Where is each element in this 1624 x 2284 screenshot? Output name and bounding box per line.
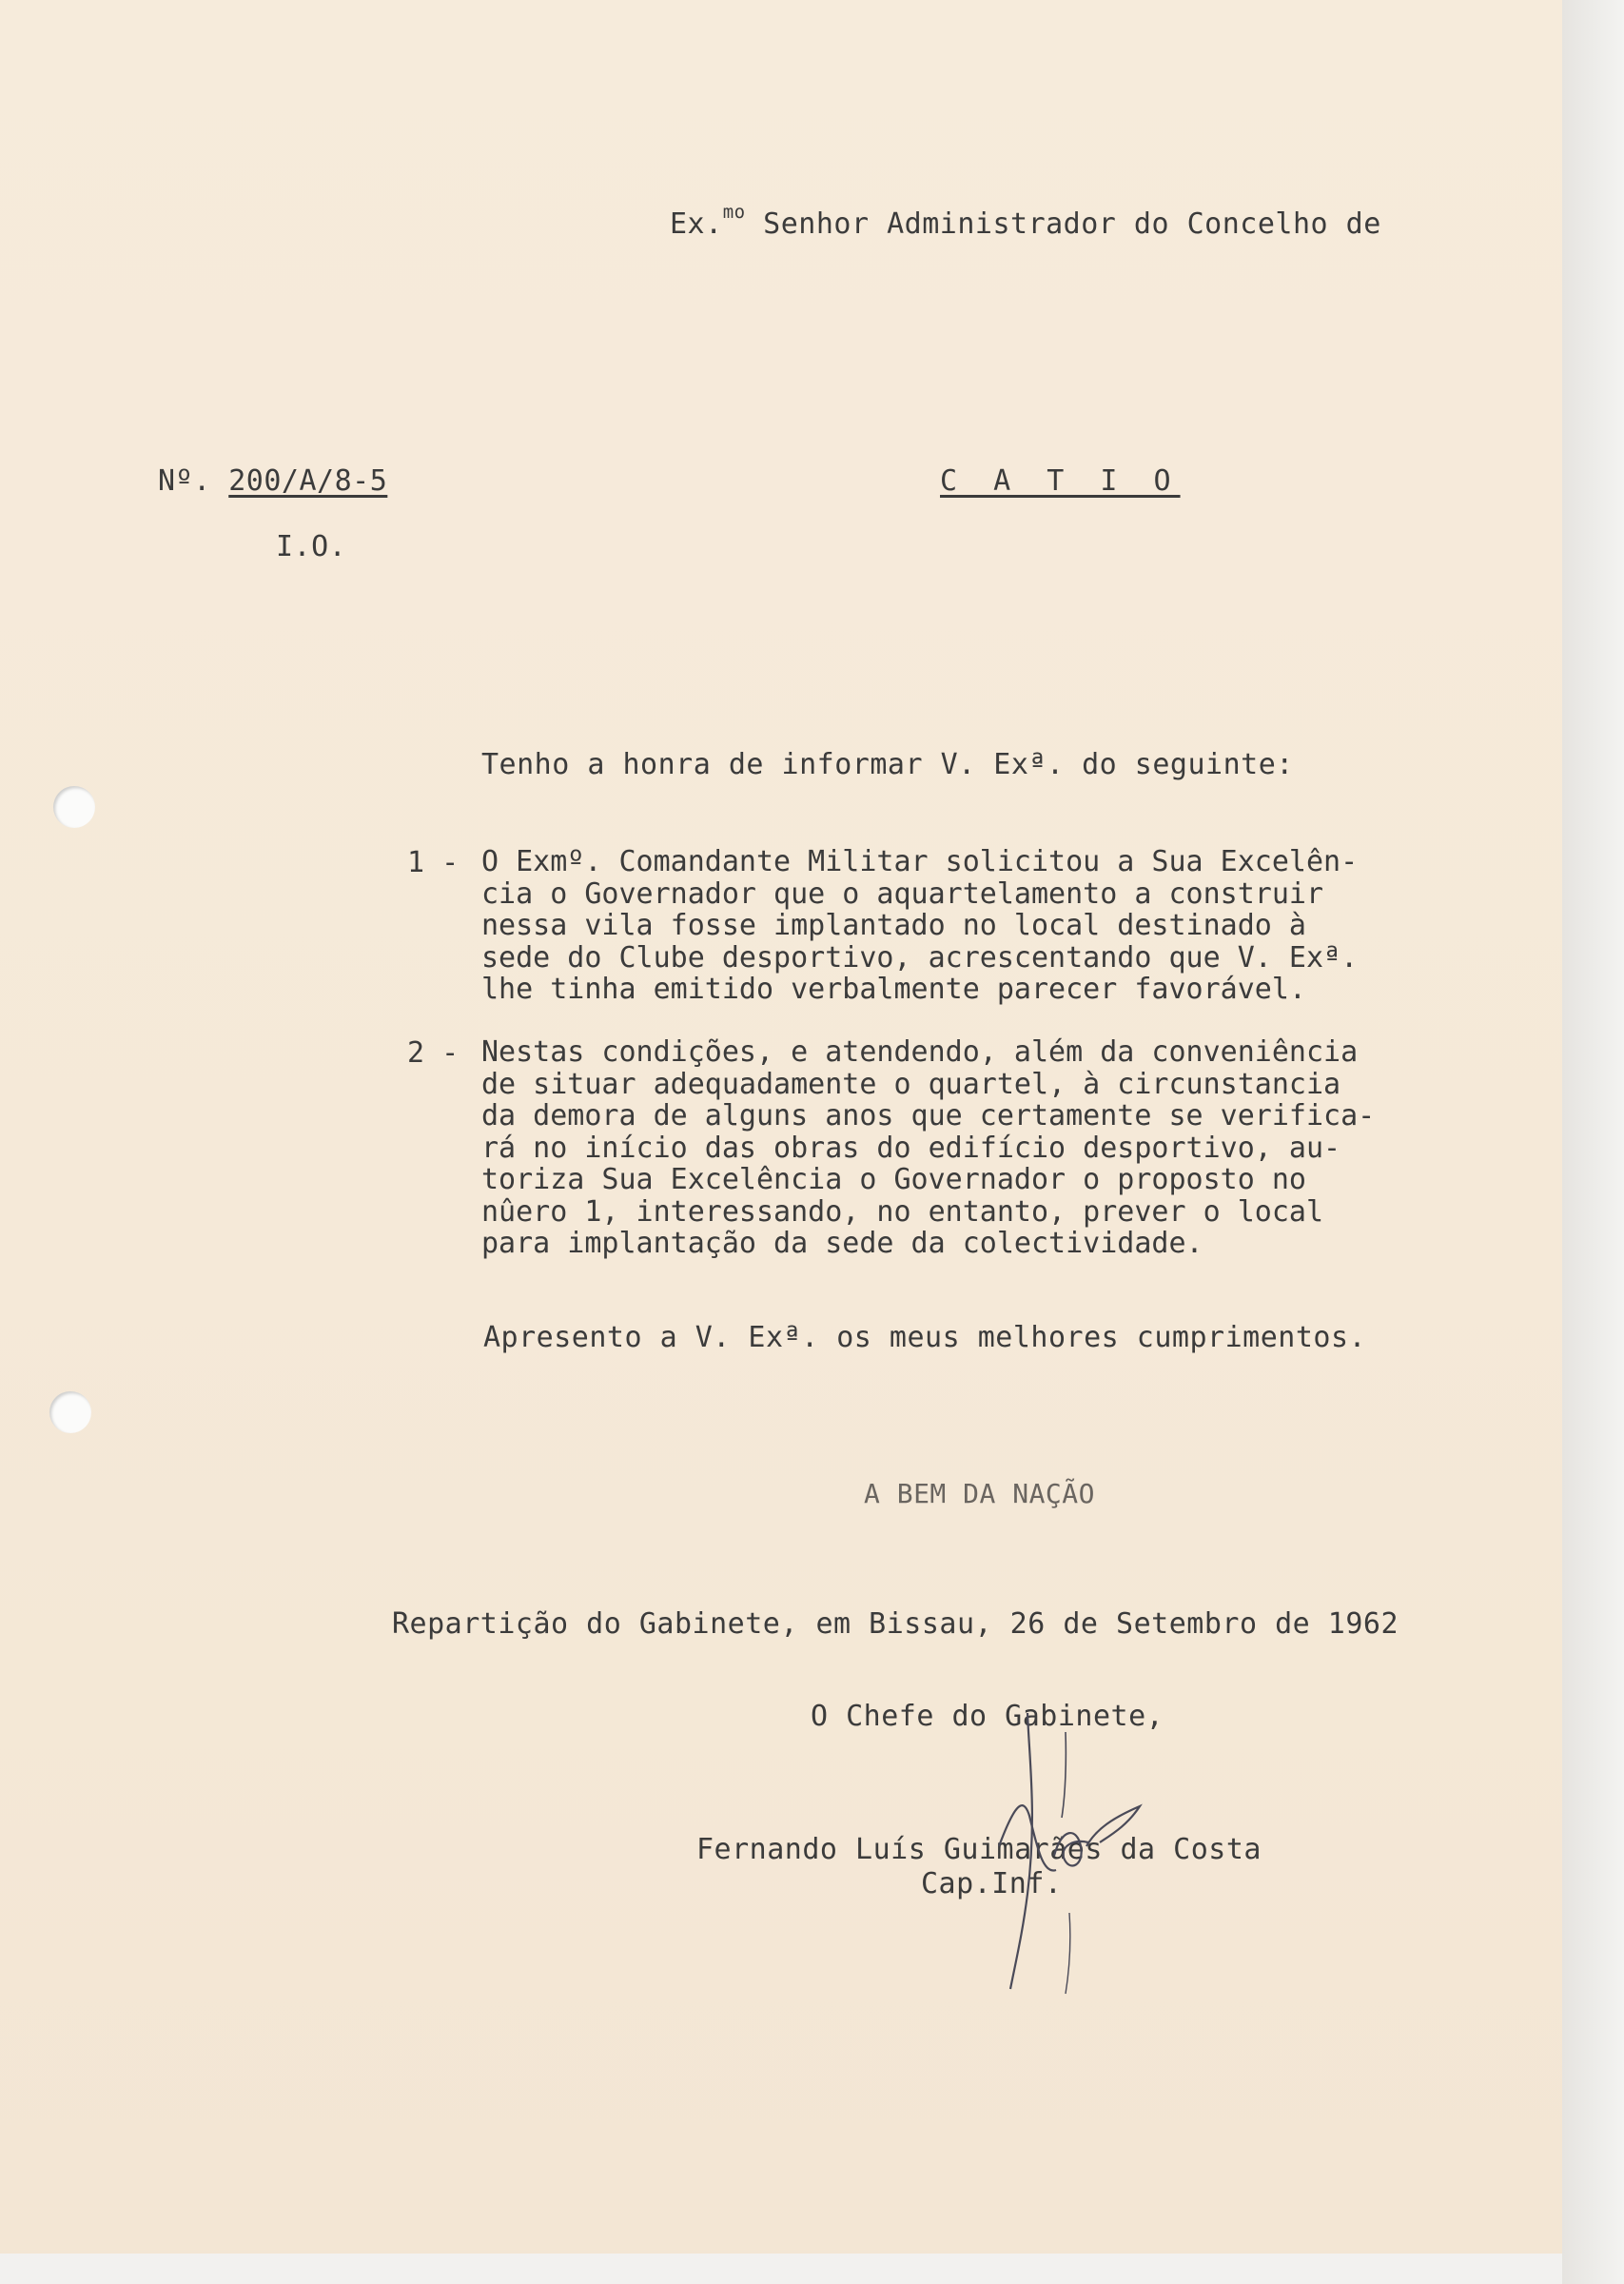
item-1-line: nessa vila fosse implantado no local destinado à [481,909,1306,942]
reference-number-label: Nº. [158,464,211,498]
signatory-name: Fernando Luís Guimarães da Costa [696,1833,1262,1866]
item-1-body [481,846,1358,1006]
item-2-line: Nestas condições, e atendendo, além da conveniência [481,1035,1359,1069]
motto: A BEM DA NAÇÃO [864,1478,1096,1509]
closing: Apresento a V. Exª. os meus melhores cumprimentos. [483,1321,1367,1354]
item-1-number: 1 - [407,846,460,879]
addressee-line [670,202,1381,241]
item-2-line: nûero 1, interessando, no entanto, prever o local [481,1194,1324,1229]
reference-number-line [158,464,387,498]
addressee-text: Senhor Administrador do Concelho de [763,207,1381,241]
item-2-line: toriza Sua Excelência o Governador o proposto no [481,1163,1306,1196]
reference-sub: I.O. [276,530,347,563]
handwritten-signature [970,1703,1256,1998]
item-2-number: 2 - [407,1036,460,1070]
addressee-superscript: mo [722,202,746,223]
item-1-line: O Exmº. Comandante Militar solicitou a Sua Excelên- [481,845,1359,878]
punch-hole-bottom [49,1391,91,1433]
place-date: Repartição do Gabinete, em Bissau, 26 de Setembro de 1962 [392,1607,1399,1641]
item-2-line: para implantação da sede da colectividade. [481,1227,1203,1260]
city-heading: C A T I O [940,464,1181,498]
reference-number: 200/A/8-5 [228,464,388,498]
item-1-line: cia o Governador que o aquartelamento a construir [481,876,1324,911]
signatory-rank: Cap.Inf. [921,1867,1063,1900]
item-2-body [481,1036,1375,1260]
signatory-role: O Chefe do Gabinete, [811,1700,1164,1733]
punch-hole-top [53,786,95,828]
scanner-background-bottom [0,2254,1562,2284]
item-2-line: da demora de alguns anos que certamente se verifica- [481,1099,1376,1132]
item-2-line: de situar adequadamente o quartel, à circunstancia [481,1067,1341,1101]
scanner-background-right [1562,0,1624,2284]
greeting: Tenho a honra de informar V. Exª. do seguinte: [481,748,1294,781]
addressee-prefix: Ex. [670,207,723,241]
item-1-line: sede do Clube desportivo, acrescentando que V. Exª. [481,940,1359,975]
item-1-line: lhe tinha emitido verbalmente parecer favorável. [481,973,1306,1006]
item-2-line: rá no início das obras do edifício desportivo, au- [481,1131,1341,1165]
